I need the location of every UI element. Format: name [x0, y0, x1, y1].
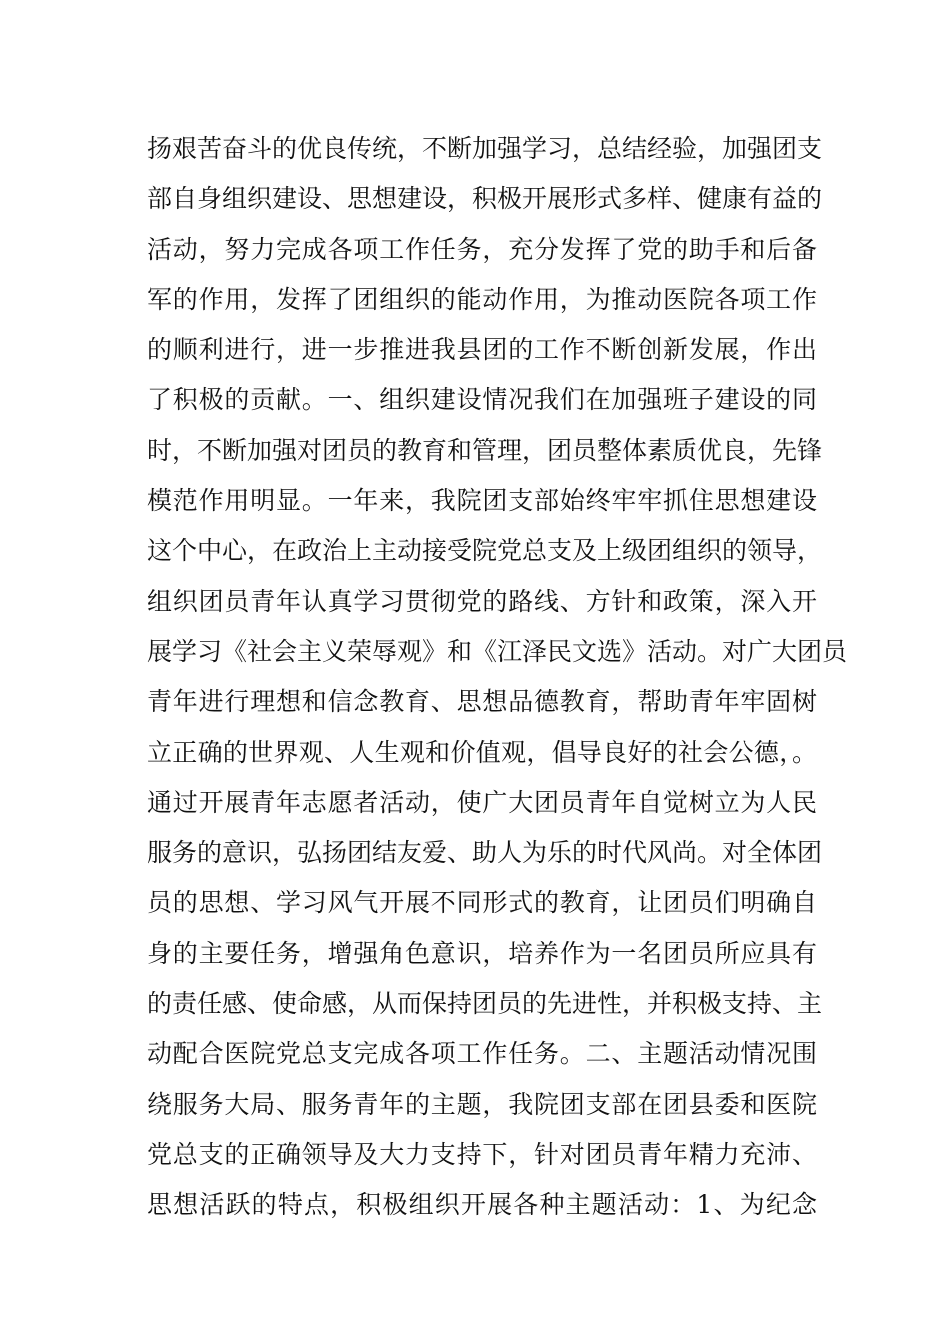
text-line: 部自身组织建设、思想建设，积极开展形式多样、健康有益的	[147, 184, 823, 214]
text-line: 身的主要任务，增强角色意识，培养作为一名团员所应具有	[147, 938, 817, 968]
text-line: 了积极的贡献。一、组织建设情况我们在加强班子建设的同	[147, 385, 817, 415]
text-line: 青年进行理想和信念教育、思想品德教育，帮助青年牢固树	[147, 687, 817, 717]
text-line: 组织团员青年认真学习贯彻党的路线、方针和政策，深入开	[147, 586, 817, 616]
text-line: 立正确的世界观、人生观和价值观，倡导良好的社会公德，。	[147, 737, 817, 767]
text-line: 的责任感、使命感，从而保持团员的先进性，并积极支持、主	[147, 989, 823, 1019]
text-line: 展学习《社会主义荣辱观》和《江泽民文选》活动。对广大团员	[147, 636, 848, 666]
text-line: 绕服务大局、服务青年的主题，我院团支部在团县委和医院	[147, 1089, 817, 1119]
text-line: 通过开展青年志愿者活动，使广大团员青年自觉树立为人民	[147, 787, 817, 817]
text-line: 服务的意识，弘扬团结友爱、助人为乐的时代风尚。对全体团	[147, 838, 823, 868]
text-line: 党总支的正确领导及大力支持下，针对团员青年精力充沛、	[147, 1139, 817, 1169]
text-line: 活动，努力完成各项工作任务，充分发挥了党的助手和后备	[147, 234, 817, 264]
text-line: 的顺利进行，进一步推进我县团的工作不断创新发展，作出	[147, 335, 817, 365]
body-text	[147, 124, 848, 1231]
text-line: 军的作用，发挥了团组织的能动作用，为推动医院各项工作	[147, 284, 817, 314]
text-line: 扬艰苦奋斗的优良传统，不断加强学习，总结经验，加强团支	[147, 134, 823, 163]
text-line: 思想活跃的特点，积极组织开展各种主题活动：1、为纪念	[147, 1190, 817, 1220]
text-line: 这个中心，在政治上主动接受院党总支及上级团组织的领导，	[147, 536, 823, 566]
text-line: 时，不断加强对团员的教育和管理，团员整体素质优良，先锋	[147, 435, 823, 465]
text-line: 模范作用明显。一年来，我院团支部始终牢牢抓住思想建设	[147, 486, 817, 516]
text-line: 动配合医院党总支完成各项工作任务。二、主题活动情况围	[147, 1039, 817, 1069]
text-line: 员的思想、学习风气开展不同形式的教育，让团员们明确自	[147, 888, 817, 918]
